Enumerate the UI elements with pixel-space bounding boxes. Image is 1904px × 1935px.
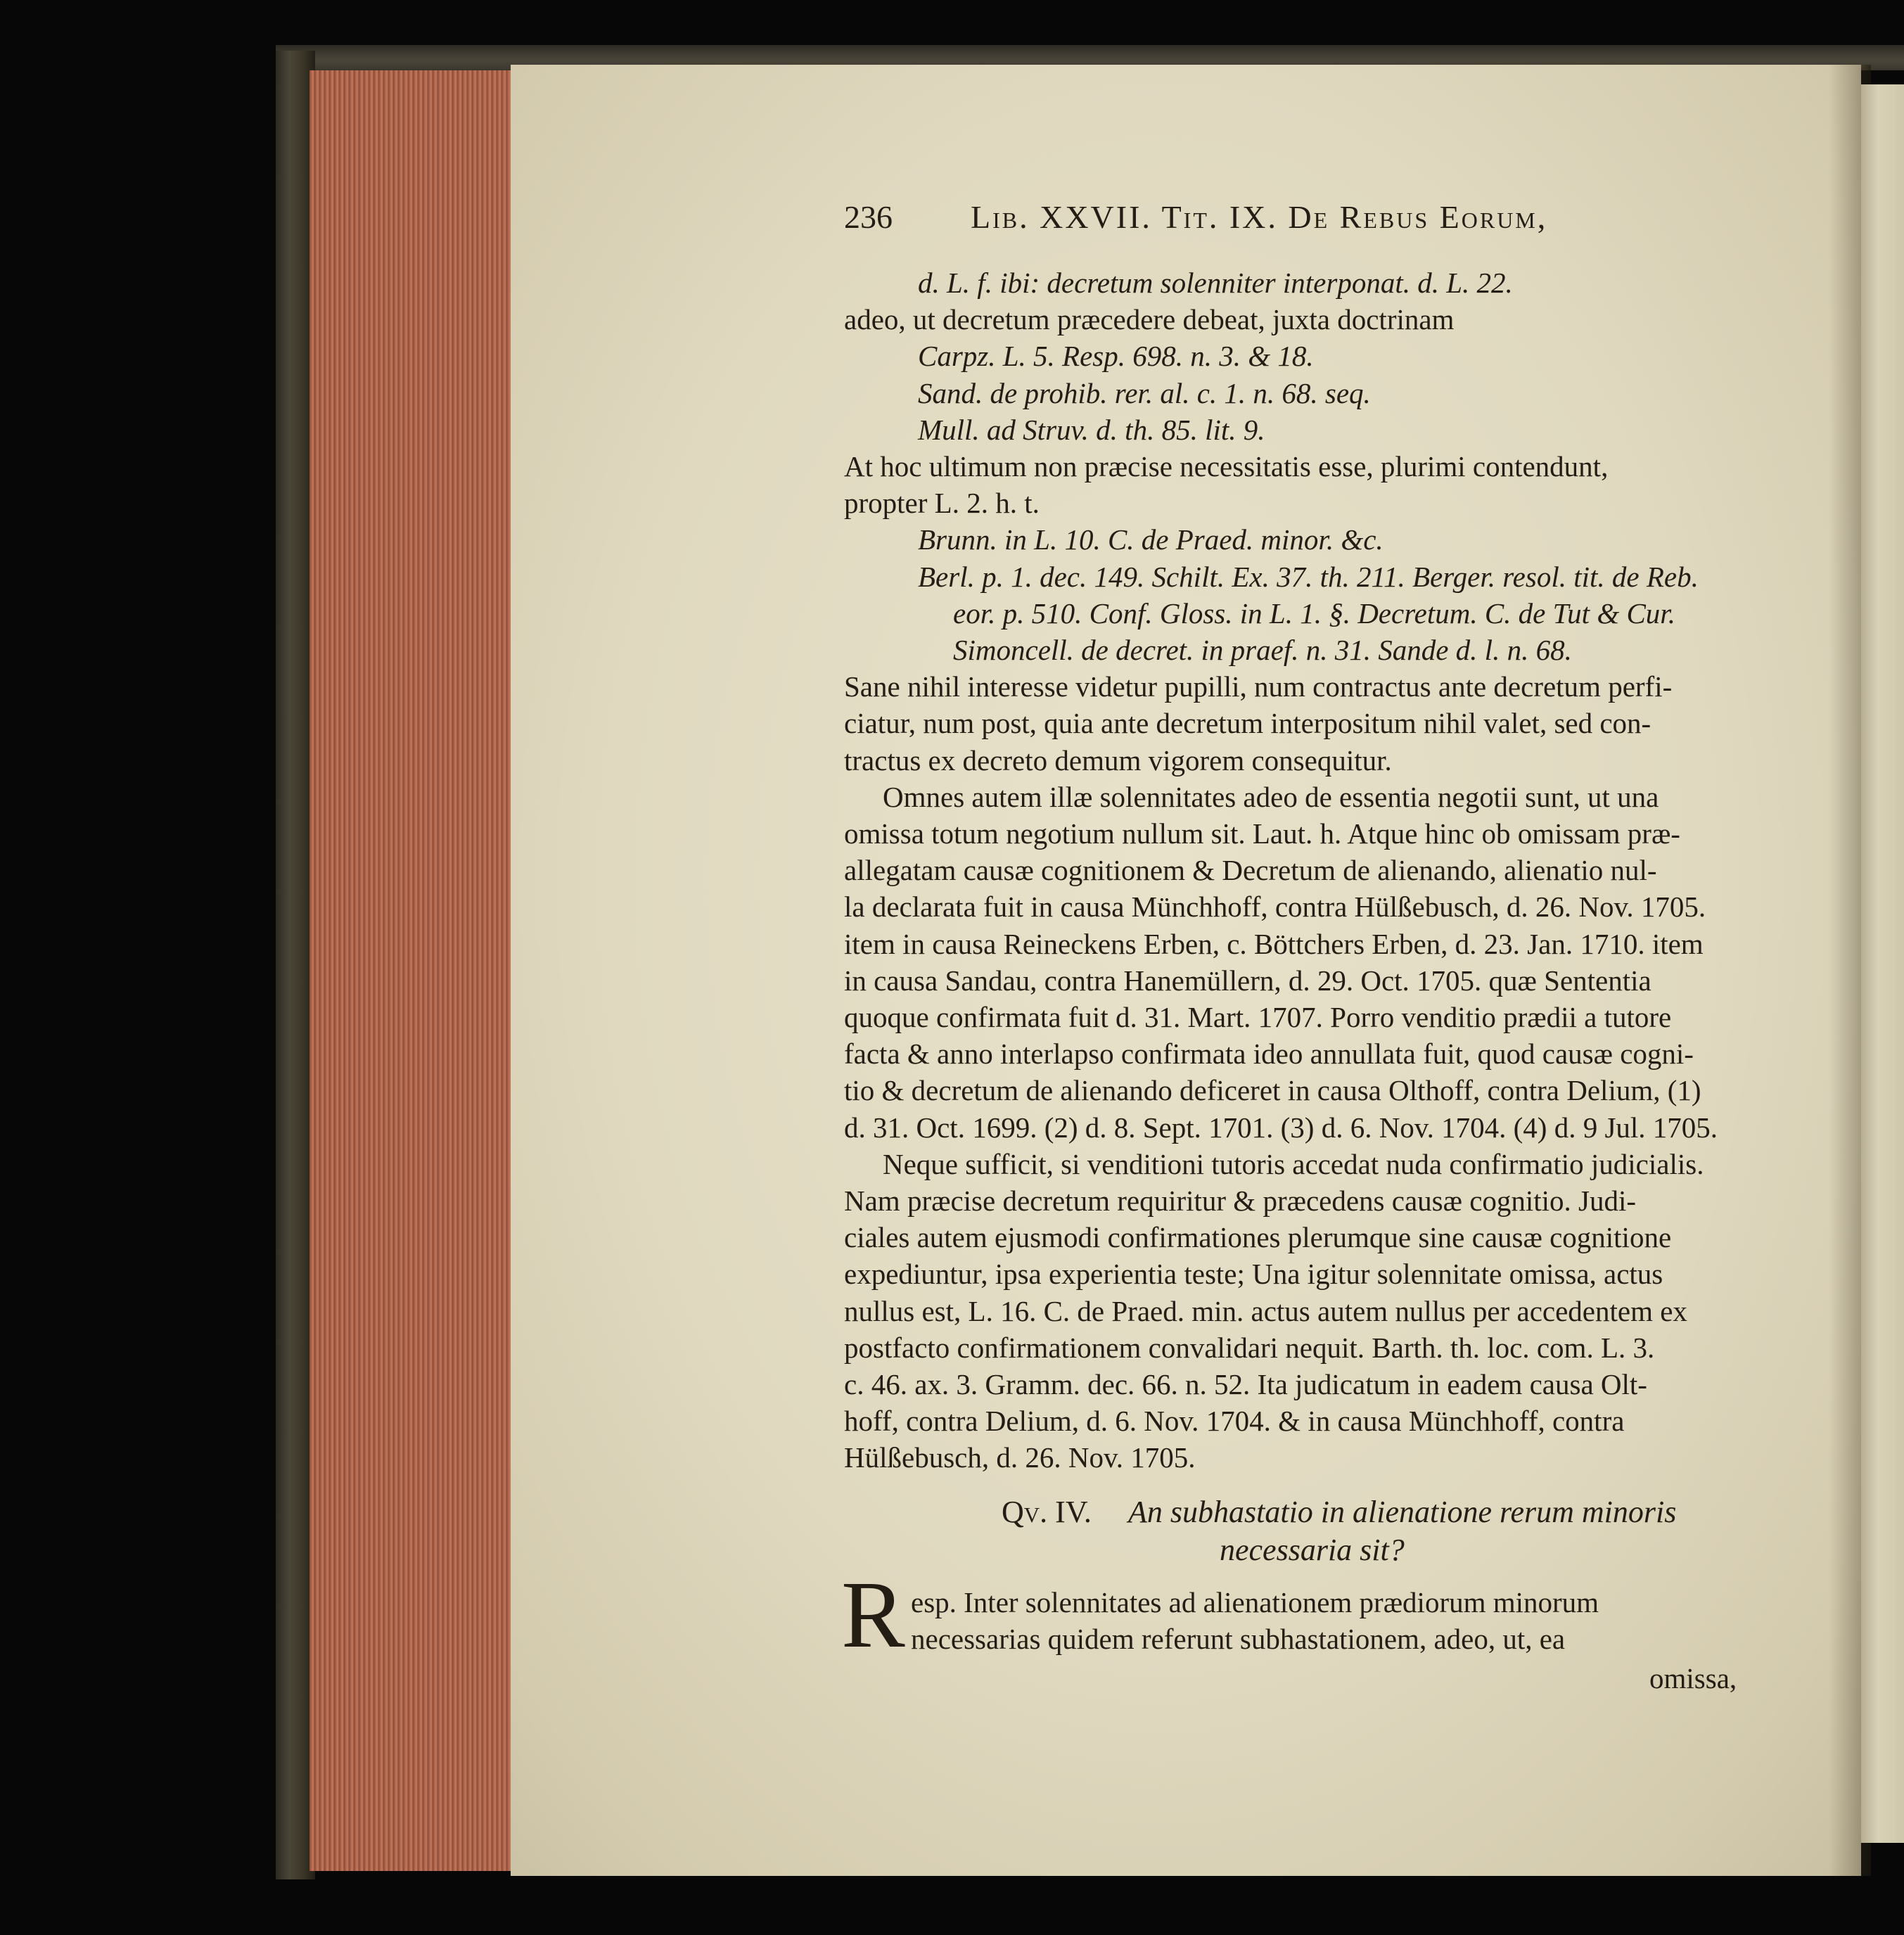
text-line: ciales autem ejusmodi confirmationes plerumque sine causæ cognitione — [844, 1221, 1672, 1254]
text-line: Nam præcise decretum requiritur & præcedens causæ cognitio. Judi- — [844, 1184, 1637, 1217]
text-line: Neque sufficit, si venditioni tutoris accedat nuda confirmatio judicialis. — [883, 1147, 1704, 1180]
running-title: Lib. XXVII. Tit. IX. De Rebus Eorum, — [971, 199, 1548, 235]
text-line: in causa Sandau, contra Hanemüllern, d. 29. Oct. 1705. quæ Sententia — [844, 964, 1651, 997]
text-line: d. 31. Oct. 1699. (2) d. 8. Sept. 1701. (3) d. 6. Nov. 1704. (4) d. 9 Jul. 1705. — [844, 1111, 1718, 1144]
text-line: Berl. p. 1. dec. 149. Schilt. Ex. 37. th. 211. Berger. resol. tit. de Reb. — [918, 560, 1699, 593]
response-line-2: necessarias quidem referunt subhastationem, adeo, ut, ea — [911, 1623, 1566, 1655]
response-line-1: esp. Inter solennitates ad alienationem prædiorum minorum — [911, 1586, 1599, 1618]
text-line: Brunn. in L. 10. C. de Praed. minor. &c. — [918, 523, 1384, 556]
text-line: item in causa Reineckens Erben, c. Böttchers Erben, d. 23. Jan. 1710. item — [844, 927, 1704, 960]
text-line: Mull. ad Struv. d. th. 85. lit. 9. — [918, 413, 1265, 446]
text-line: adeo, ut decretum præcedere debeat, juxta doctrinam — [844, 303, 1455, 336]
text-line: allegatam causæ cognitionem & Decretum de alienando, alienatio nul- — [844, 854, 1657, 887]
catchword: omissa, — [1649, 1662, 1737, 1694]
text-line: Carpz. L. 5. Resp. 698. n. 3. & 18. — [918, 340, 1314, 373]
text-line: At hoc ultimum non præcise necessitatis esse, plurimi contendunt, — [844, 450, 1609, 483]
text-line: nullus est, L. 16. C. de Praed. min. actus autem nullus per accedentem ex — [844, 1294, 1687, 1327]
text-line: d. L. f. ibi: decretum solenniter interponat. d. L. 22. — [918, 267, 1513, 299]
text-line: Omnes autem illæ solennitates adeo de essentia negotii sunt, ut una — [883, 780, 1659, 813]
page-stack-edge — [309, 70, 516, 1871]
text-line: eor. p. 510. Conf. Gloss. in L. 1. §. Decretum. C. de Tut & Cur. — [953, 596, 1675, 630]
question-title-line2: necessaria sit? — [1220, 1533, 1405, 1567]
question-label: Qv. IV. — [1002, 1495, 1092, 1529]
text-line: facta & anno interlapso confirmata ideo annullata fuit, quod causæ cogni- — [844, 1037, 1694, 1071]
text-line: la declarata fuit in causa Münchhoff, contra Hülßebusch, d. 26. Nov. 1705. — [844, 890, 1706, 924]
drop-cap: R — [841, 1562, 905, 1668]
text-line: Sand. de prohib. rer. al. c. 1. n. 68. seq. — [918, 376, 1371, 409]
text-line: propter L. 2. h. t. — [844, 487, 1040, 520]
text-line: tractus ex decreto demum vigorem consequitur. — [844, 743, 1392, 777]
facing-page-sliver — [1861, 84, 1904, 1843]
text-line: quoque confirmata fuit d. 31. Mart. 1707. Porro venditio prædii a tutore — [844, 1001, 1672, 1033]
text-line: omissa totum negotium nullum sit. Laut. h. Atque hinc ob omissam præ- — [844, 817, 1680, 850]
text-line: hoff, contra Delium, d. 6. Nov. 1704. & in causa Münchhoff, contra — [844, 1405, 1625, 1438]
text-line: Hülßebusch, d. 26. Nov. 1705. — [844, 1441, 1196, 1474]
text-line: postfacto confirmationem convalidari nequit. Barth. th. loc. com. L. 3. — [844, 1331, 1655, 1364]
page-number: 236 — [844, 199, 893, 235]
text-line: c. 46. ax. 3. Gramm. dec. 66. n. 52. Ita judicatum in eadem causa Olt- — [844, 1368, 1647, 1400]
text-line: Sane nihil interesse videtur pupilli, num contractus ante decretum perfi- — [844, 670, 1673, 703]
text-line: Simoncell. de decret. in praef. n. 31. Sande d. l. n. 68. — [953, 634, 1572, 666]
text-line: ciatur, num post, quia ante decretum interpositum nihil valet, sed con- — [844, 707, 1651, 740]
text-line: expediuntur, ipsa experientia teste; Una igitur solennitate omissa, actus — [844, 1258, 1663, 1291]
text-line: tio & decretum de alienando deficeret in causa Olthoff, contra Delium, (1) — [844, 1074, 1701, 1107]
question-title-line1: An subhastatio in alienatione rerum minoris — [1128, 1495, 1677, 1529]
